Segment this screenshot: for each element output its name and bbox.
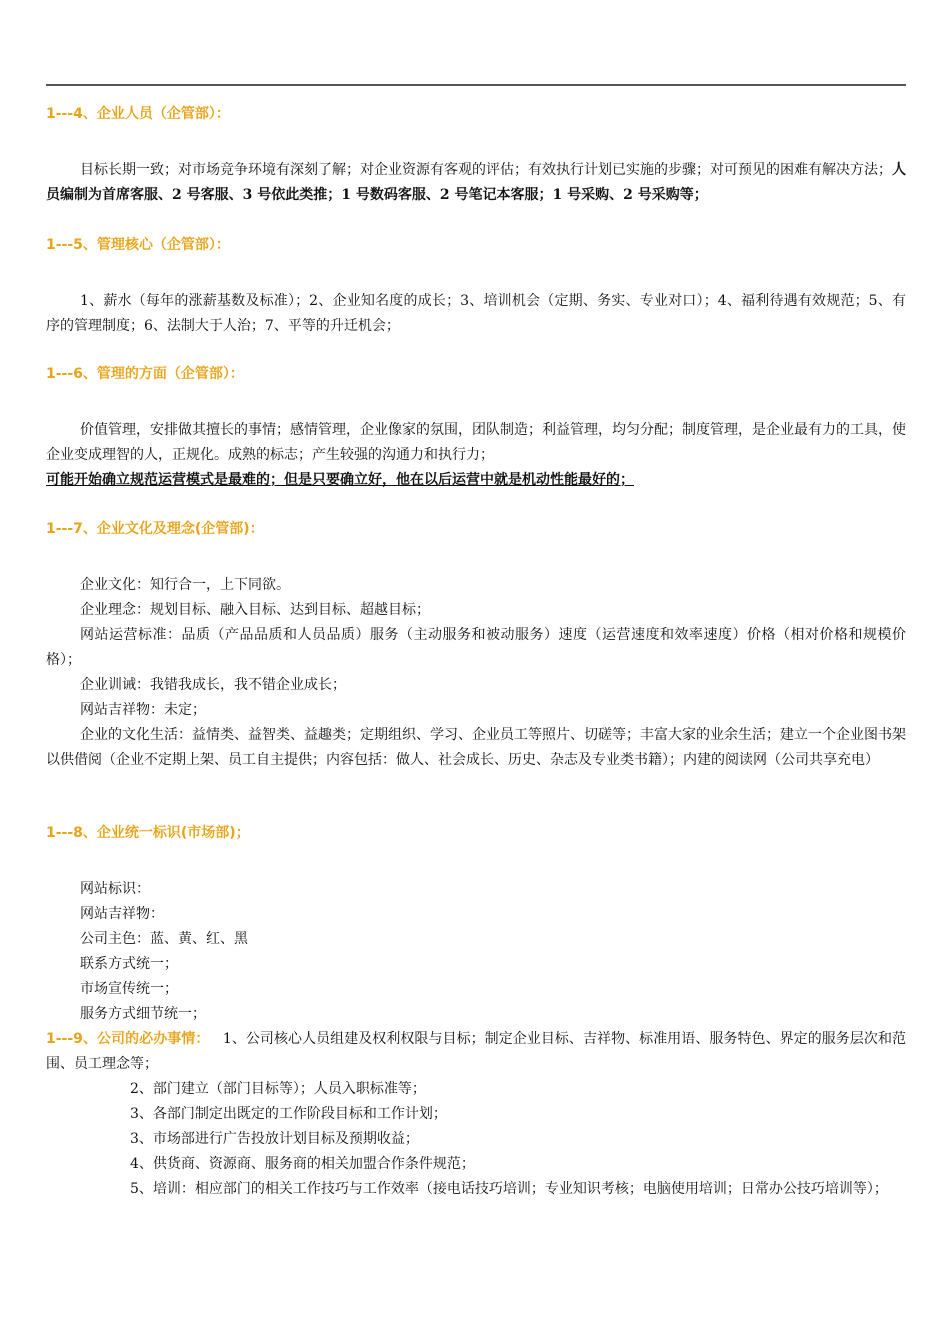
top-divider — [46, 84, 906, 86]
section-heading-6: 1---6、管理的方面（企管部）： — [46, 366, 244, 382]
section-9-first-item: 1、公司核心人员组建及权利权限与目标；制定企业目标、吉祥物、标准用语、服务特色、界定的服务层次和范围、员工理念等； — [46, 1031, 906, 1072]
culture-line: 企业文化：知行合一，上下同欲。 — [80, 577, 290, 593]
must-do-item: 4、供货商、资源商、服务商的相关加盟合作条件规范； — [130, 1156, 475, 1172]
mascot-line: 网站吉祥物：未定； — [80, 702, 206, 718]
section-4-text: 目标长期一致；对市场竞争环境有深刻了解；对企业资源有客观的评估；有效执行计划已实施的步骤；对可预见的困难有解决方法； — [80, 162, 892, 178]
must-do-item: 2、部门建立（部门目标等）；人员入职标准等； — [130, 1081, 426, 1097]
must-do-item: 3、各部门制定出既定的工作阶段目标和工作计划； — [130, 1106, 447, 1122]
must-do-item-training: 5、培训：相应部门的相关工作技巧与工作效率（接电话技巧培训；专业知识考核；电脑使用培训；日常办公技巧培训等）； — [130, 1181, 888, 1197]
section-heading-5: 1---5、管理核心（企管部）： — [46, 237, 230, 253]
culture-life-para: 企业的文化生活：益情类、益智类、益趣类；定期组织、学习、企业员工等照片、切磋等；丰富大家的业余生活；建立一个企业图书架以供借阅（企业不定期上架、员工自主提供；内容包括：做人、社会成长、历史、杂志及专业类书籍）；内建的阅读网（公司共享充电） — [46, 727, 906, 768]
section-6-emphasis: 可能开始确立规范运营模式是最难的；但是只要确立好，他在以后运营中就是机动性能最好的； — [46, 472, 634, 488]
section-9-intro — [46, 1027, 906, 1077]
identity-item: 网站标识： — [80, 881, 150, 897]
section-heading-9: 1---9、公司的必办事情： — [46, 1031, 210, 1047]
section-6-body: 价值管理，安排做其擅长的事情；感情管理，企业像家的氛围，团队制造；利益管理，均匀分配；制度管理，是企业最有力的工具，使企业变成理智的人，正规化。成熟的标志；产生较强的沟通力和执行力； — [46, 422, 906, 463]
identity-item: 服务方式细节统一； — [80, 1006, 206, 1022]
standard-para: 网站运营标准：品质（产品品质和人员品质）服务（主动服务和被动服务）速度（运营速度和效率速度）价格（相对价格和规模价格）； — [46, 627, 906, 668]
identity-item: 网站吉祥物： — [80, 906, 164, 922]
identity-item: 市场宣传统一； — [80, 981, 178, 997]
section-heading-7: 1---7、企业文化及理念(企管部)： — [46, 521, 264, 537]
must-do-item: 3、市场部进行广告投放计划目标及预期收益； — [130, 1131, 419, 1147]
identity-item: 联系方式统一； — [80, 956, 178, 972]
motto-line: 企业训诫：我错我成长，我不错企业成长； — [80, 677, 346, 693]
section-5-body: 1、薪水（每年的涨薪基数及标准）；2、企业知名度的成长；3、培训机会（定期、务实、专业对口）；4、福利待遇有效规范；5、有序的管理制度；6、法制大于人治；7、平等的升迁机会； — [46, 293, 906, 334]
concept-line: 企业理念：规划目标、融入目标、达到目标、超越目标； — [80, 602, 430, 618]
identity-item: 公司主色：蓝、黄、红、黑 — [80, 931, 248, 947]
section-heading-4: 1---4、企业人员（企管部）： — [46, 106, 230, 122]
section-heading-8: 1---8、企业统一标识(市场部)； — [46, 825, 250, 841]
section-4-bold-text: 人员编制为首席客服、2 号客服、3 号依此类推；1 号数码客服、2 号笔记本客服；1 号采购、2 号采购等； — [46, 162, 906, 203]
section-4-body — [46, 158, 906, 208]
